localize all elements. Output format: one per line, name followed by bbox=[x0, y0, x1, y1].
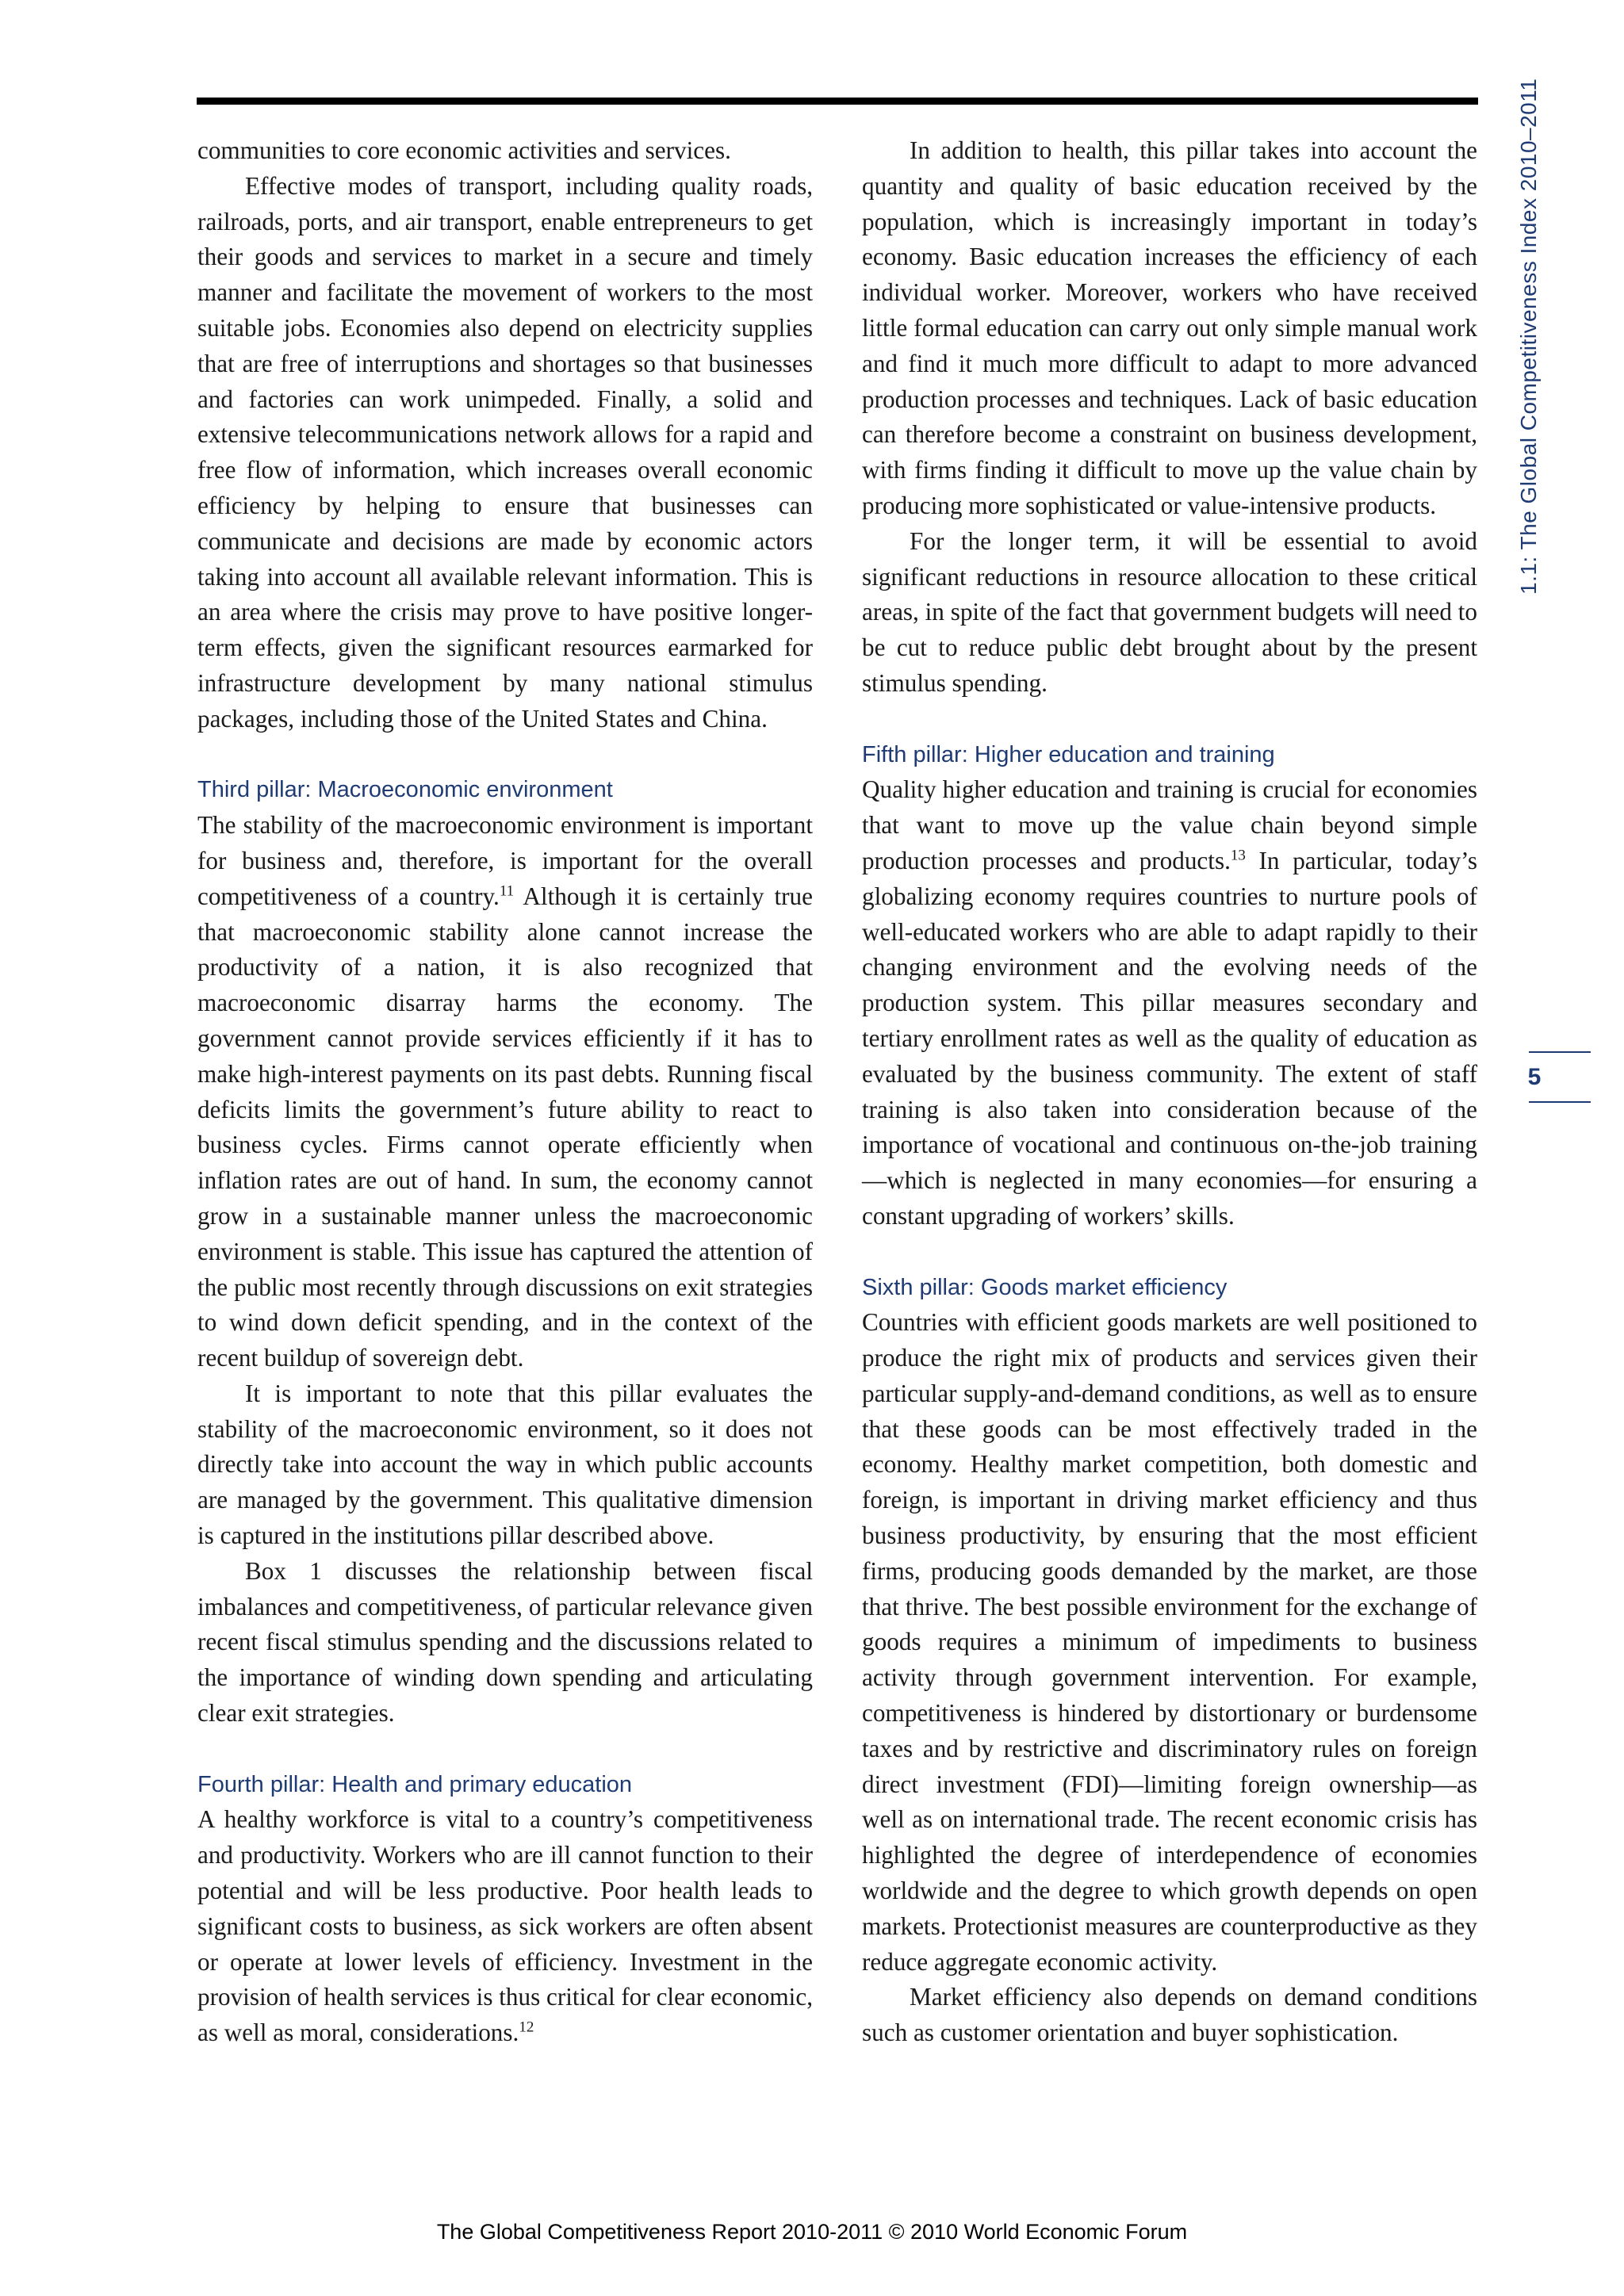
paragraph: Effective modes of transport, including quality roads, railroads, ports, and air transport, enable entrepreneurs to get their goods and services to market in a secure and timely manner and facilitate the movement of workers to the most suitable jobs. Economies also depend on electricity supplies that are free of interruptions and shortages so that businesses and factories can work unimpeded. Finally, a solid and extensive telecommunications network allows for a rapid and free flow of information, which increases overall economic efficiency by helping to ensure that businesses can communicate and decisions are made by economic actors taking into account all available relevant information. This is an area where the crisis may prove to have positive longer-term effects, given the significant resources earmarked for infrastructure development by many national stimulus packages, including those of the United States and China. bbox=[197, 171, 813, 733]
paragraph: Quality higher education and training is crucial for economies that want to move up the value chain beyond simple production processes and products.$^{13}$ In particular, today’s globalizing economy requires countries to nurture pools of well-educated workers who are able to adapt rapidly to their changing environment and the evolving needs of the production system. This pillar measures secondary and tertiary enrollment rates as well as the quality of education as evaluated by the business community. The extent of staff training is also taken into consideration because of the importance of vocational and continuous on-the-job training—which is neglected in many economies—for ensuring a constant upgrading of workers’ skills. bbox=[862, 775, 1477, 1230]
section-heading-third-pillar: Third pillar: Macroeconomic environment bbox=[197, 777, 613, 803]
paragraph: In addition to health, this pillar takes into account the quantity and quality of basic education received by the population, which is increasingly important in today’s economy. Basic education increases the efficiency of each individual worker. Moreover, workers who have received little formal education can carry out only simple manual work and find it much more difficult to adapt to more advanced production processes and techniques. Lack of basic education can therefore become a constraint on business development, with firms finding it difficult to move up the value chain by producing more sophisticated or value-intensive products. bbox=[862, 136, 1477, 519]
paragraph: The stability of the macroeconomic environment is important for business and, therefore, is important for the overall competitiveness of a country.$^{11}$ Although it is certainly true that macroeconomic stability alone cannot increase the productivity of a nation, it is also recognized that macroeconomic disarray harms the economy. The government cannot provide services efficiently if it has to make high-interest payments on its past debts. Running fiscal deficits limits the government’s future ability to react to business cycles. Firms cannot operate efficiently when inflation rates are out of hand. In sum, the economy cannot grow in a sustainable manner unless the macroeconomic environment is stable. This issue has captured the attention of the public most recently through discussions on exit strategies to wind down deficit spending, and in the context of the recent buildup of sovereign debt. bbox=[197, 811, 813, 1372]
footnote-ref: 11 bbox=[499, 882, 515, 900]
left-column bbox=[197, 133, 813, 2051]
page-number-rule-bottom bbox=[1529, 1101, 1591, 1103]
paragraph: For the longer term, it will be essential to avoid significant reductions in resource allocation to these critical areas, in spite of the fact that government budgets will need to be cut to reduce public debt brought about by the present stimulus spending. bbox=[862, 526, 1477, 697]
paragraph: Box 1 discusses the relationship between fiscal imbalances and competitiveness, of particular relevance given recent fiscal stimulus spending and the discussions related to the importance of winding down spending and articulating clear exit strategies. bbox=[197, 1556, 813, 1728]
paragraph: Market efficiency also depends on demand conditions such as customer orientation and buyer sophistication. bbox=[862, 1983, 1477, 2047]
paragraph: It is important to note that this pillar evaluates the stability of the macroeconomic environment, so it does not directly take into account the way in which public accounts are managed by the government. This qualitative dimension is captured in the institutions pillar described above. bbox=[197, 1379, 813, 1550]
right-column bbox=[862, 133, 1477, 2051]
page-number-rule-top bbox=[1529, 1051, 1591, 1053]
section-heading-sixth-pillar: Sixth pillar: Goods market efficiency bbox=[862, 1274, 1228, 1300]
section-heading-fourth-pillar: Fourth pillar: Health and primary education bbox=[197, 1771, 633, 1797]
paragraph: A healthy workforce is vital to a country’s competitiveness and productivity. Workers who are ill cannot function to their potential and will be less productive. Poor health leads to significant costs to business, as sick workers are often absent or operate at lower levels of efficiency. Investment in the provision of health services is thus critical for clear economic, as well as moral, considerations.$^{12}$ bbox=[197, 1805, 813, 2047]
footnote-ref: 12 bbox=[519, 2019, 534, 2036]
section-heading-fifth-pillar: Fifth pillar: Higher education and training bbox=[862, 741, 1275, 767]
page-number: 5 bbox=[1527, 1064, 1542, 1090]
paragraph: communities to core economic activities and services. bbox=[197, 136, 731, 164]
running-header: 1.1: The Global Competitiveness Index 2010–2011 bbox=[1516, 78, 1541, 595]
top-rule bbox=[197, 98, 1478, 105]
paragraph: Countries with efficient goods markets are well positioned to produce the right mix of products and services given their particular supply-and-demand conditions, as well as to ensure that these goods can be most effectively traded in the economy. Healthy market competition, both domestic and foreign, is important in driving market efficiency and thus business productivity, by ensuring that the most efficient firms, producing goods demanded by the market, are those that thrive. The best possible environment for the exchange of goods requires a minimum of impediments to business activity through government intervention. For example, competitiveness is hindered by distortionary or burdensome taxes and by restrictive and discriminatory rules on foreign direct investment (FDI)—limiting foreign ownership—as well as on international trade. The recent economic crisis has highlighted the degree of interdependence of economies worldwide and the degree to which growth depends on open markets. Protectionist measures are counterproductive as they reduce aggregate economic activity. bbox=[862, 1308, 1477, 1976]
footnote-ref: 13 bbox=[1230, 847, 1246, 864]
page-footer: The Global Competitiveness Report 2010-2011 © 2010 World Economic Forum bbox=[436, 2220, 1188, 2244]
